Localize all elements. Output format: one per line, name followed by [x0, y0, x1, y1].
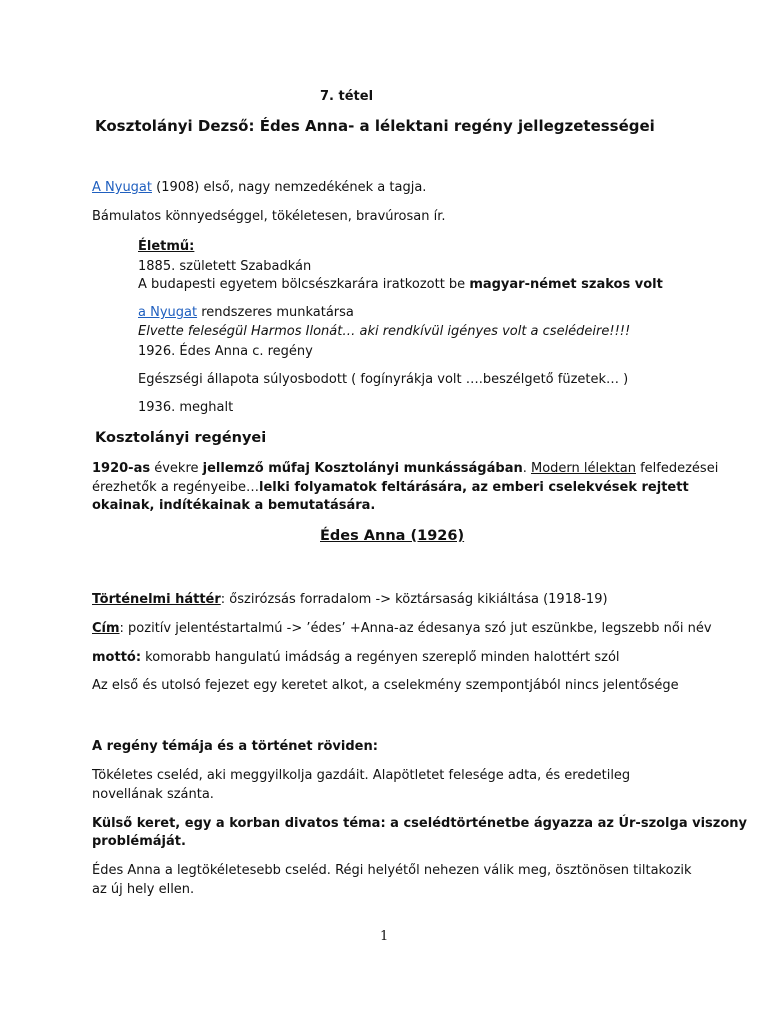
- intro-paragraph-2: Bámulatos könnyedséggel, tökéletesen, bravúrosan ír.: [92, 209, 446, 224]
- eletmu-line-1: 1885. született Szabadkán: [138, 259, 312, 274]
- tema-p1-line-2: novellának szánta.: [92, 787, 214, 802]
- eletmu-line-3: [138, 304, 354, 321]
- eletmu-line-6: Egészségi állapota súlyosbodott ( fogínyrákja volt ….beszélgető füzetek… ): [138, 372, 629, 387]
- motto-line: [92, 649, 620, 666]
- regenyei-line-2-text: érezhetők a regényeibe…: [92, 480, 260, 495]
- regenyei-line-3: okainak, indítékainak a bemutatására.: [92, 498, 376, 513]
- tema-p3-line-1: Édes Anna a legtökéletesebb cseléd. Régi helyétől nehezen válik meg, ösztönösen tiltakozik: [92, 863, 692, 878]
- intro-paragraph-1: [92, 179, 426, 196]
- page-number: 1: [380, 929, 389, 944]
- tortenelmi-hatter: [92, 591, 608, 608]
- regenyei-s4: .: [522, 461, 531, 476]
- eletmu-line-2-bold: magyar-német szakos volt: [469, 277, 663, 292]
- page-title: Kosztolányi Dezső: Édes Anna- a lélektani regény jellegzetességei: [95, 117, 655, 135]
- regenyei-heading: Kosztolányi regényei: [95, 430, 267, 446]
- tema-p2-line-2: problémáját.: [92, 834, 186, 849]
- regenyei-line-1: [92, 460, 718, 477]
- motto-text: komorabb hangulatú imádság a regényen szereplő minden halottért szól: [141, 650, 620, 665]
- keret-line: Az első és utolsó fejezet egy keretet alkot, a cselekmény szempontjából nincs jelentősége: [92, 678, 679, 693]
- cim-label: Cím: [92, 621, 120, 636]
- eletmu-line-2-text: A budapesti egyetem bölcsészkarára iratkozott be: [138, 277, 470, 292]
- nyugat-link[interactable]: A Nyugat: [92, 180, 152, 195]
- regenyei-line-2: [92, 479, 689, 496]
- tema-p1-line-1: Tökéletes cseléd, aki meggyilkolja gazdáit. Alapötletet felesége adta, és eredetileg: [92, 768, 631, 783]
- item-number: 7. tétel: [320, 89, 374, 104]
- regenyei-line-2-bold: lelki folyamatok feltárására, az emberi cselekvések rejtett: [259, 480, 689, 495]
- tema-p3-line-2: az új hely ellen.: [92, 882, 195, 897]
- edes-anna-heading: Édes Anna (1926): [320, 528, 465, 544]
- nyugat-link-2[interactable]: a Nyugat: [138, 305, 198, 320]
- eletmu-line-2: [138, 276, 663, 293]
- regenyei-s6: felfedezései: [635, 461, 719, 476]
- cim-line: [92, 620, 712, 637]
- tortenelmi-hatter-label: Történelmi háttér: [92, 592, 221, 607]
- tortenelmi-hatter-text: : őszirózsás forradalom -> köztársaság kikiáltása (1918-19): [220, 592, 608, 607]
- eletmu-line-4: Elvette feleségül Harmos Ilonát… aki rendkívül igényes volt a cselédeire!!!!: [138, 324, 631, 339]
- tema-heading: A regény témája és a történet röviden:: [92, 739, 378, 754]
- regenyei-s3: jellemző műfaj Kosztolányi munkásságában: [202, 461, 523, 476]
- eletmu-heading: Életmű:: [138, 239, 195, 254]
- regenyei-s5: Modern lélektan: [531, 461, 636, 476]
- eletmu-line-7: 1936. meghalt: [138, 400, 234, 415]
- eletmu-line-3-text: rendszeres munkatársa: [197, 305, 354, 320]
- cim-text: : pozitív jelentéstartalmú -> ’édes’ +Anna-az édesanya szó jut eszünkbe, legszebb női név: [119, 621, 712, 636]
- regenyei-s1: 1920-as: [92, 461, 151, 476]
- intro-text-1: (1908) első, nagy nemzedékének a tagja.: [152, 180, 427, 195]
- tema-p2-line-1: Külső keret, egy a korban divatos téma: a cselédtörténetbe ágyazza az Úr-szolga viszony: [92, 816, 748, 831]
- eletmu-line-5: 1926. Édes Anna c. regény: [138, 344, 313, 359]
- regenyei-s2: évekre: [150, 461, 203, 476]
- motto-label: mottó:: [92, 650, 142, 665]
